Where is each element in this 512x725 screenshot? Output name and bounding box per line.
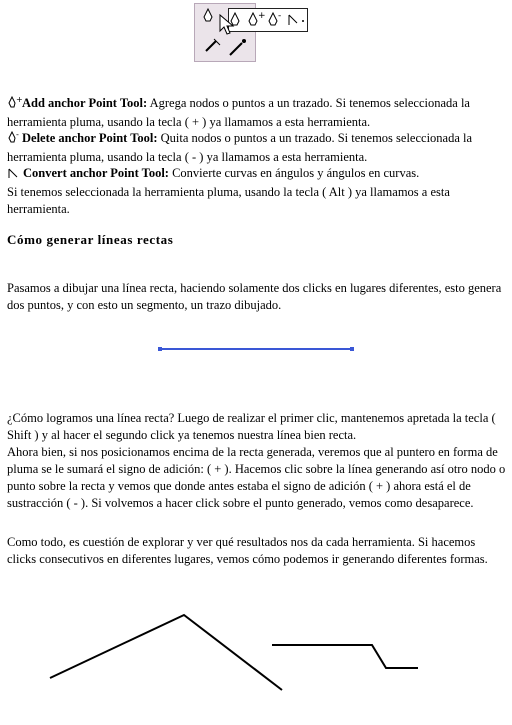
cursor-arrow-icon [218, 13, 240, 37]
pen-toolbox-image [194, 3, 308, 60]
step-shape [272, 645, 418, 668]
add-anchor-icon [7, 96, 21, 114]
convert-anchor-text: Convierte curvas en ángulos y ángulos en curvas. [168, 166, 420, 180]
paragraph-shift-line [7, 410, 507, 512]
delete-anchor-icon [7, 131, 21, 149]
add-anchor-description [7, 95, 507, 131]
add-anchor-title: Add anchor Point Tool: [22, 96, 148, 110]
convert-anchor-icon [7, 167, 19, 184]
pen-tool-flyout [228, 8, 308, 32]
delete-anchor-text: Quita nodos o puntos a un trazado. Si tenemos seleccionada la herramienta pluma, usando la tecla ( - ) ya llamamos a esta herramienta. [7, 131, 473, 164]
convert-anchor-title: Convert anchor Point Tool: [23, 166, 169, 180]
shapes-example [0, 600, 512, 700]
straight-line-example [159, 348, 353, 350]
convert-anchor-description [7, 165, 507, 218]
paragraph-straight-line: Pasamos a dibujar una línea recta, haciendo solamente dos clicks en lugares diferentes, esto genera dos puntos, y con esto un segmento, un trazo dibujado. [7, 281, 502, 312]
flyout-icons [229, 9, 307, 31]
delete-anchor-title: Delete anchor Point Tool: [22, 131, 158, 145]
line-end-anchor [350, 347, 354, 351]
convert-anchor-text-2: Si tenemos seleccionada la herramienta pluma, usando la tecla ( Alt ) ya llamamos a esta herramienta. [7, 185, 450, 216]
zigzag-shape [50, 615, 282, 690]
delete-anchor-description [7, 130, 507, 166]
add-anchor-text: Agrega nodos o puntos a un trazado. Si tenemos seleccionada la herramienta pluma, usando la tecla ( + ) ya llamamos a esta herramienta. [7, 96, 470, 129]
paragraph-add-node-text: Ahora bien, si nos posicionamos encima de la recta generada, veremos que al puntero en forma de pluma se le sumará el signo de adición: ( + ). Hacemos clic sobre la línea generando así otro nodo o punto sobre la recta y vemos que donde antes estaba el signo de adición ( + ) ahora está el de sustracción ( - ). Si volvemos a hacer click sobre el punto generado, vemos como desaparece. [7, 445, 506, 510]
svg-text:-: - [278, 11, 282, 21]
paragraph-explore: Como todo, es cuestión de explorar y ver qué resultados nos da cada herramienta. Si hacemos clicks consecutivos en diferentes lugares, vemos cómo podemos ir generando diferentes formas. [7, 535, 488, 566]
line-start-anchor [158, 347, 162, 351]
svg-text:+: + [258, 11, 266, 21]
paragraph-shift-text: ¿Cómo logramos una línea recta? Luego de realizar el primer clic, mantenemos apretada la tecla ( Shift ) y al hacer el segundo click ya tenemos nuestra línea bien recta. [7, 411, 496, 442]
svg-text:+: + [16, 95, 23, 104]
section-heading: Cómo generar líneas rectas [7, 232, 174, 247]
svg-text:-: - [16, 130, 19, 139]
